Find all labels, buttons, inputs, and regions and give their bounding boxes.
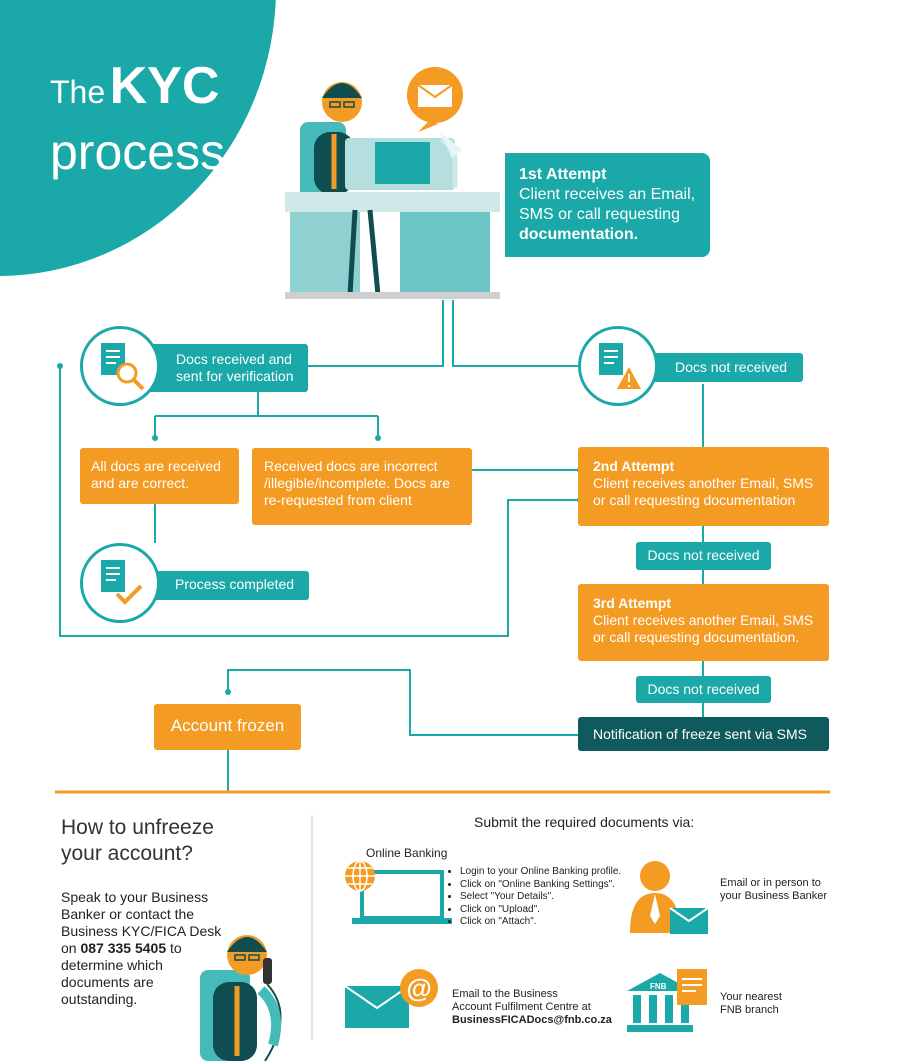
docs-not-received-box-3 bbox=[636, 676, 771, 703]
title-kyc: KYC bbox=[109, 57, 220, 115]
docs-not-received-text-3: Docs not received bbox=[647, 681, 760, 697]
first-attempt-line3: documentation. bbox=[519, 226, 639, 243]
second-attempt-heading: 2nd Attempt bbox=[593, 458, 675, 474]
unfreeze-body-line6: documents are bbox=[61, 974, 154, 990]
email-line1: Email to the Business bbox=[452, 988, 558, 1000]
unfreeze-body-line5: determine which bbox=[61, 957, 163, 973]
incorrect-line3: re-requested from client bbox=[264, 492, 412, 508]
first-attempt-line1: Client receives an Email, bbox=[519, 186, 696, 203]
phone-number: 087 335 5405 bbox=[80, 940, 167, 956]
office-worker-illustration bbox=[280, 60, 510, 305]
banker-line1: Email or in person to bbox=[720, 877, 821, 889]
email-text bbox=[452, 988, 612, 1027]
third-attempt-box bbox=[578, 584, 829, 661]
incorrect-line1: Received docs are incorrect bbox=[264, 458, 438, 474]
document-search-circle bbox=[80, 326, 160, 406]
process-completed-box bbox=[148, 571, 309, 600]
unfreeze-body-line2: Banker or contact the bbox=[61, 906, 195, 922]
online-banking-step: • Click on "Upload". bbox=[460, 904, 621, 917]
process-completed-text: Process completed bbox=[175, 576, 295, 592]
submit-heading: Submit the required documents via: bbox=[474, 814, 695, 830]
docs-not-received-text-2: Docs not received bbox=[647, 547, 760, 563]
second-attempt-line2: or call requesting documentation bbox=[593, 492, 796, 508]
banker-person-icon bbox=[625, 858, 715, 938]
document-check-icon bbox=[83, 546, 157, 620]
unfreeze-heading bbox=[61, 815, 214, 867]
freeze-notification-box bbox=[578, 717, 829, 751]
banker-line2: your Business Banker bbox=[720, 890, 827, 902]
bank-branch-icon bbox=[625, 965, 715, 1035]
online-banking-step: • Click on "Online Banking Settings". bbox=[460, 879, 621, 892]
online-banking-label: Online Banking bbox=[366, 846, 448, 860]
second-attempt-line1: Client receives another Email, SMS bbox=[593, 475, 814, 491]
email-at-icon bbox=[345, 968, 445, 1033]
first-attempt-line2: SMS or call requesting bbox=[519, 206, 680, 223]
all-correct-box bbox=[80, 448, 239, 504]
unfreeze-heading-line2: your account? bbox=[61, 842, 193, 865]
all-correct-line2: and are correct. bbox=[91, 475, 190, 491]
document-check-circle bbox=[80, 543, 160, 623]
document-search-icon bbox=[83, 329, 157, 403]
connector-desk bbox=[308, 300, 443, 366]
title-process: process bbox=[50, 124, 226, 180]
third-attempt-line1: Client receives another Email, SMS bbox=[593, 612, 814, 628]
docs-not-received-box-1 bbox=[640, 353, 803, 382]
email-line2: Account Fulfilment Centre at bbox=[452, 1001, 591, 1013]
branch-text bbox=[720, 991, 782, 1017]
fnb-branch-badge: FNB bbox=[650, 982, 667, 991]
unfreeze-body-line7: outstanding. bbox=[61, 991, 138, 1007]
second-attempt-box bbox=[578, 447, 829, 526]
account-frozen-box bbox=[154, 704, 301, 750]
phone-person-illustration bbox=[195, 930, 305, 1061]
docs-not-received-box-2 bbox=[636, 542, 771, 570]
online-banking-step: • Click on "Attach". bbox=[460, 916, 621, 929]
docs-received-line2: sent for verification bbox=[176, 368, 294, 384]
branch-line1: Your nearest bbox=[720, 991, 782, 1003]
incorrect-line2: /illegible/incomplete. Docs are bbox=[264, 475, 450, 491]
account-frozen-text: Account frozen bbox=[170, 716, 285, 735]
svg-text:@: @ bbox=[406, 973, 432, 1003]
document-warning-icon bbox=[581, 329, 655, 403]
first-attempt-box bbox=[505, 153, 710, 257]
unfreeze-body-line3: Business KYC/FICA Desk bbox=[61, 923, 222, 939]
docs-received-box bbox=[148, 344, 308, 392]
online-banking-steps bbox=[448, 866, 621, 929]
unfreeze-heading-line1: How to unfreeze bbox=[61, 816, 214, 839]
connector-desk-right bbox=[453, 300, 578, 366]
unfreeze-body-line1: Speak to your Business bbox=[61, 889, 209, 905]
unfreeze-body-to: to bbox=[170, 940, 182, 956]
online-banking-step: • Login to your Online Banking profile. bbox=[460, 866, 621, 879]
third-attempt-heading: 3rd Attempt bbox=[593, 595, 672, 611]
incorrect-docs-box bbox=[252, 448, 472, 525]
docs-received-line1: Docs received and bbox=[176, 351, 292, 367]
laptop-globe-icon bbox=[342, 858, 452, 928]
title-the: The bbox=[50, 74, 106, 110]
first-attempt-heading: 1st Attempt bbox=[519, 166, 607, 183]
unfreeze-body-on: on bbox=[61, 940, 77, 956]
third-attempt-line2: or call requesting documentation. bbox=[593, 629, 800, 645]
connector-split bbox=[155, 392, 378, 438]
branch-line2: FNB branch bbox=[720, 1004, 779, 1016]
docs-not-received-text-1: Docs not received bbox=[675, 359, 788, 375]
email-address: BusinessFICADocs@fnb.co.za bbox=[452, 1014, 612, 1026]
online-banking-step: • Select "Your Details". bbox=[460, 891, 621, 904]
banker-text bbox=[720, 877, 827, 903]
freeze-notification-text: Notification of freeze sent via SMS bbox=[593, 726, 807, 742]
document-warning-circle bbox=[578, 326, 658, 406]
all-correct-line1: All docs are received bbox=[91, 458, 221, 474]
